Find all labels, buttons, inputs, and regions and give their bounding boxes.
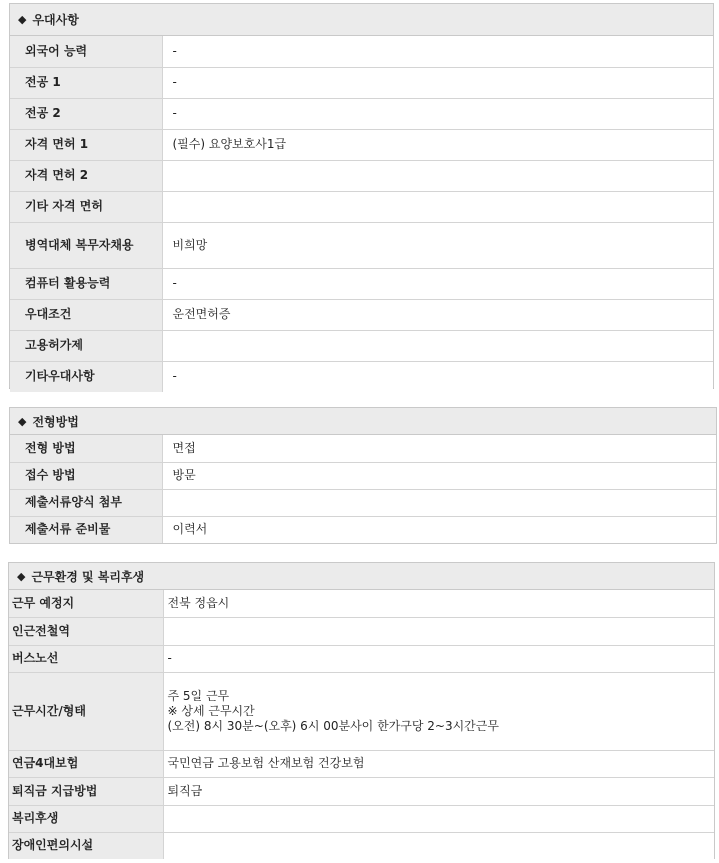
preferences-section [9,3,714,389]
table-row [10,516,716,543]
table-row [9,672,714,750]
row-label: 자격 면허 1 [10,129,162,160]
row-value [162,489,716,516]
row-value: 면접 [162,435,716,462]
row-value: - [162,361,713,392]
table-row [10,299,713,330]
row-label: 근무 예정지 [9,590,163,617]
table-row [9,645,714,672]
row-value: 방문 [162,462,716,489]
table-row [9,750,714,777]
row-label: 전형 방법 [10,435,162,462]
row-label: 우대조건 [10,299,162,330]
row-value: 이력서 [162,516,716,543]
row-label: 접수 방법 [10,462,162,489]
table-row [9,805,714,832]
diamond-bullet-icon: ◆ [17,569,26,583]
row-label: 근무시간/형태 [9,672,163,750]
row-label: 버스노선 [9,645,163,672]
row-value: 운전면허증 [162,299,713,330]
preferences-header [10,4,713,36]
selection-section [9,407,717,544]
row-value: (필수) 요양보호사1급 [162,129,713,160]
row-value: - [162,268,713,299]
row-value [163,832,714,859]
row-label: 외국어 능력 [10,36,162,67]
row-label: 연금4대보험 [9,750,163,777]
row-value [162,330,713,361]
row-label: 컴퓨터 활용능력 [10,268,162,299]
row-value: 비희망 [162,222,713,268]
row-value: 전북 정읍시 [163,590,714,617]
work-environment-section [8,562,715,859]
row-label: 기타우대사항 [10,361,162,392]
row-label: 퇴직금 지급방법 [9,777,163,805]
row-value [163,805,714,832]
row-label: 제출서류 준비물 [10,516,162,543]
row-label: 인근전철역 [9,617,163,645]
work-hours-line: ※ 상세 근무시간 [167,703,255,718]
row-value: - [162,98,713,129]
diamond-bullet-icon: ◆ [18,414,27,428]
table-row [10,98,713,129]
row-label: 장애인편의시설 [9,832,163,859]
table-row [10,268,713,299]
work-environment-table [9,590,714,859]
row-value [162,160,713,191]
table-row [10,330,713,361]
row-label: 자격 면허 2 [10,160,162,191]
row-label: 병역대체 복무자채용 [10,222,162,268]
row-label: 기타 자격 면허 [10,191,162,222]
row-value [163,617,714,645]
selection-header [10,408,716,435]
table-row [10,67,713,98]
work-hours-value [163,672,714,750]
table-row [10,36,713,67]
table-row [9,777,714,805]
table-row [10,435,716,462]
preferences-table [10,36,713,392]
table-row [10,361,713,392]
row-value: - [162,36,713,67]
row-value: - [162,67,713,98]
work-environment-header [9,563,714,590]
work-hours-line: (오전) 8시 30분~(오후) 6시 00분사이 한가구당 2~3시간근무 [167,718,499,733]
selection-title: 전형방법 [32,414,79,429]
work-hours-line: 주 5일 근무 [167,688,230,703]
row-value: 국민연금 고용보험 산재보험 건강보험 [163,750,714,777]
row-label: 고용허가제 [10,330,162,361]
table-row [10,160,713,191]
table-row [9,832,714,859]
table-row [10,191,713,222]
row-value: 퇴직금 [163,777,714,805]
diamond-bullet-icon: ◆ [18,13,27,26]
row-value [162,191,713,222]
work-environment-title: 근무환경 및 복리후생 [31,569,145,584]
table-row [9,617,714,645]
table-row [9,590,714,617]
row-label: 전공 1 [10,67,162,98]
table-row [10,489,716,516]
row-label: 전공 2 [10,98,162,129]
row-label: 복리후생 [9,805,163,832]
row-label: 제출서류양식 첨부 [10,489,162,516]
selection-table [10,435,716,543]
table-row [10,129,713,160]
preferences-title: 우대사항 [32,13,79,27]
row-value: - [163,645,714,672]
table-row [10,462,716,489]
table-row [10,222,713,268]
